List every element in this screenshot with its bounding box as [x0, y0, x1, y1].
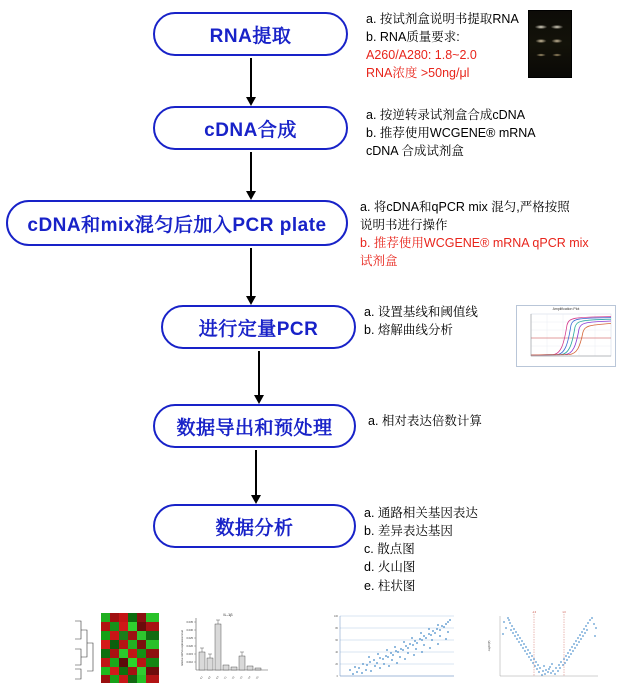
- flow-arrow-5: [255, 450, 257, 496]
- svg-text:C1: C1: [199, 675, 204, 680]
- note-line-highlight: RNA浓度 >50ng/μl: [366, 66, 470, 81]
- scatter-svg: [322, 608, 462, 686]
- note-line: d. 火山图: [364, 560, 416, 575]
- svg-text:-log10(P): -log10(P): [488, 640, 491, 652]
- note-line: a. 按逆转录试剂盒合成cDNA: [366, 108, 526, 122]
- note-line: 说明书进行操作: [360, 218, 448, 233]
- flow-step-quantitative-pcr: [161, 305, 356, 349]
- note-line: a. 设置基线和阈值线: [364, 305, 478, 319]
- note-load-pcr-plate: [360, 198, 618, 271]
- flow-step-label: RNA提取: [209, 25, 292, 47]
- note-cdna-synthesis: [366, 106, 566, 160]
- svg-text:0.020: 0.020: [186, 645, 193, 648]
- amplification-plot-title: Amplification Plot: [552, 307, 580, 311]
- note-line: b. 熔解曲线分析: [364, 323, 453, 338]
- note-line: a. 通路相关基因表达: [364, 506, 478, 520]
- note-line: c. 散点图: [364, 542, 415, 557]
- svg-text:-1.0: -1.0: [531, 611, 537, 614]
- svg-text:40: 40: [335, 651, 338, 654]
- flow-step-label: 数据分析: [215, 517, 294, 539]
- note-line: b. 差异表达基因: [364, 524, 453, 539]
- note-line: e. 柱状图: [364, 578, 416, 593]
- result-thumbnails: [0, 604, 621, 688]
- rna-gel-image: [528, 10, 572, 78]
- svg-text:20: 20: [335, 663, 338, 666]
- note-quantitative-pcr: [364, 303, 514, 339]
- flow-step-data-analysis: [153, 504, 356, 548]
- note-line: a. 相对表达倍数计算: [368, 414, 482, 428]
- flow-step-load-pcr-plate: [6, 200, 348, 246]
- note-line: a. 按试剂盒说明书提取RNA: [366, 12, 519, 26]
- svg-text:T3: T3: [239, 675, 244, 680]
- svg-text:T2: T2: [231, 675, 236, 680]
- note-data-analysis: [364, 504, 544, 595]
- svg-text:60: 60: [335, 639, 338, 642]
- note-data-export: [368, 412, 558, 430]
- flow-arrow-1: [250, 58, 252, 98]
- svg-text:80: 80: [335, 627, 338, 630]
- svg-text:T5: T5: [255, 675, 260, 680]
- svg-text:0: 0: [336, 675, 338, 678]
- note-line: b. 推荐使用WCGENE® mRNA: [366, 126, 536, 141]
- svg-text:C3: C3: [215, 675, 220, 680]
- flow-step-label: 进行定量PCR: [198, 318, 319, 340]
- svg-text:0.035: 0.035: [186, 621, 193, 624]
- svg-text:C2: C2: [207, 675, 212, 680]
- flow-arrow-2: [250, 152, 252, 192]
- scatter-thumbnail: [322, 608, 462, 686]
- svg-text:0.030: 0.030: [186, 629, 193, 632]
- note-line-highlight: A260/A280: 1.8~2.0: [366, 48, 477, 63]
- svg-text:relative mRNA expression level: relative mRNA expression level: [181, 630, 184, 666]
- flow-step-data-export: [153, 404, 356, 448]
- svg-text:0.010: 0.010: [186, 661, 193, 664]
- flow-step-label: 数据导出和预处理: [176, 417, 333, 439]
- note-rna-extraction: [366, 10, 546, 83]
- heatmap-thumbnail: [70, 608, 165, 686]
- flow-arrow-4: [258, 351, 260, 396]
- barchart-svg: [176, 608, 272, 686]
- heatmap-svg: [71, 609, 166, 687]
- svg-text:T4: T4: [247, 675, 252, 680]
- svg-text:100: 100: [334, 615, 338, 618]
- flow-arrow-3: [250, 248, 252, 297]
- svg-text:1.0: 1.0: [562, 611, 566, 614]
- flow-step-label: cDNA合成: [204, 119, 297, 141]
- note-line: b. RNA质量要求:: [366, 30, 460, 45]
- amplification-plot-thumbnail: [516, 305, 616, 367]
- flow-step-cdna-synthesis: [153, 106, 348, 150]
- note-line: a. 将cDNA和qPCR mix 混匀,严格按照: [360, 200, 570, 214]
- volcano-thumbnail: [482, 608, 607, 686]
- note-line-highlight: 试剂盒: [360, 254, 398, 269]
- amplification-plot-svg: [517, 311, 616, 367]
- note-line: cDNA 合成试剂盒: [366, 144, 464, 159]
- svg-text:IL-1β: IL-1β: [223, 612, 233, 617]
- svg-text:0.015: 0.015: [186, 653, 193, 656]
- flow-step-label: cDNA和mix混匀后加入PCR plate: [27, 214, 327, 236]
- barchart-thumbnail: [176, 608, 272, 686]
- svg-text:T1: T1: [223, 675, 228, 680]
- volcano-svg: [482, 608, 607, 686]
- note-line-highlight: b. 推荐使用WCGENE® mRNA qPCR mix: [360, 236, 589, 251]
- flow-step-rna-extraction: [153, 12, 348, 56]
- svg-text:0.025: 0.025: [186, 637, 193, 640]
